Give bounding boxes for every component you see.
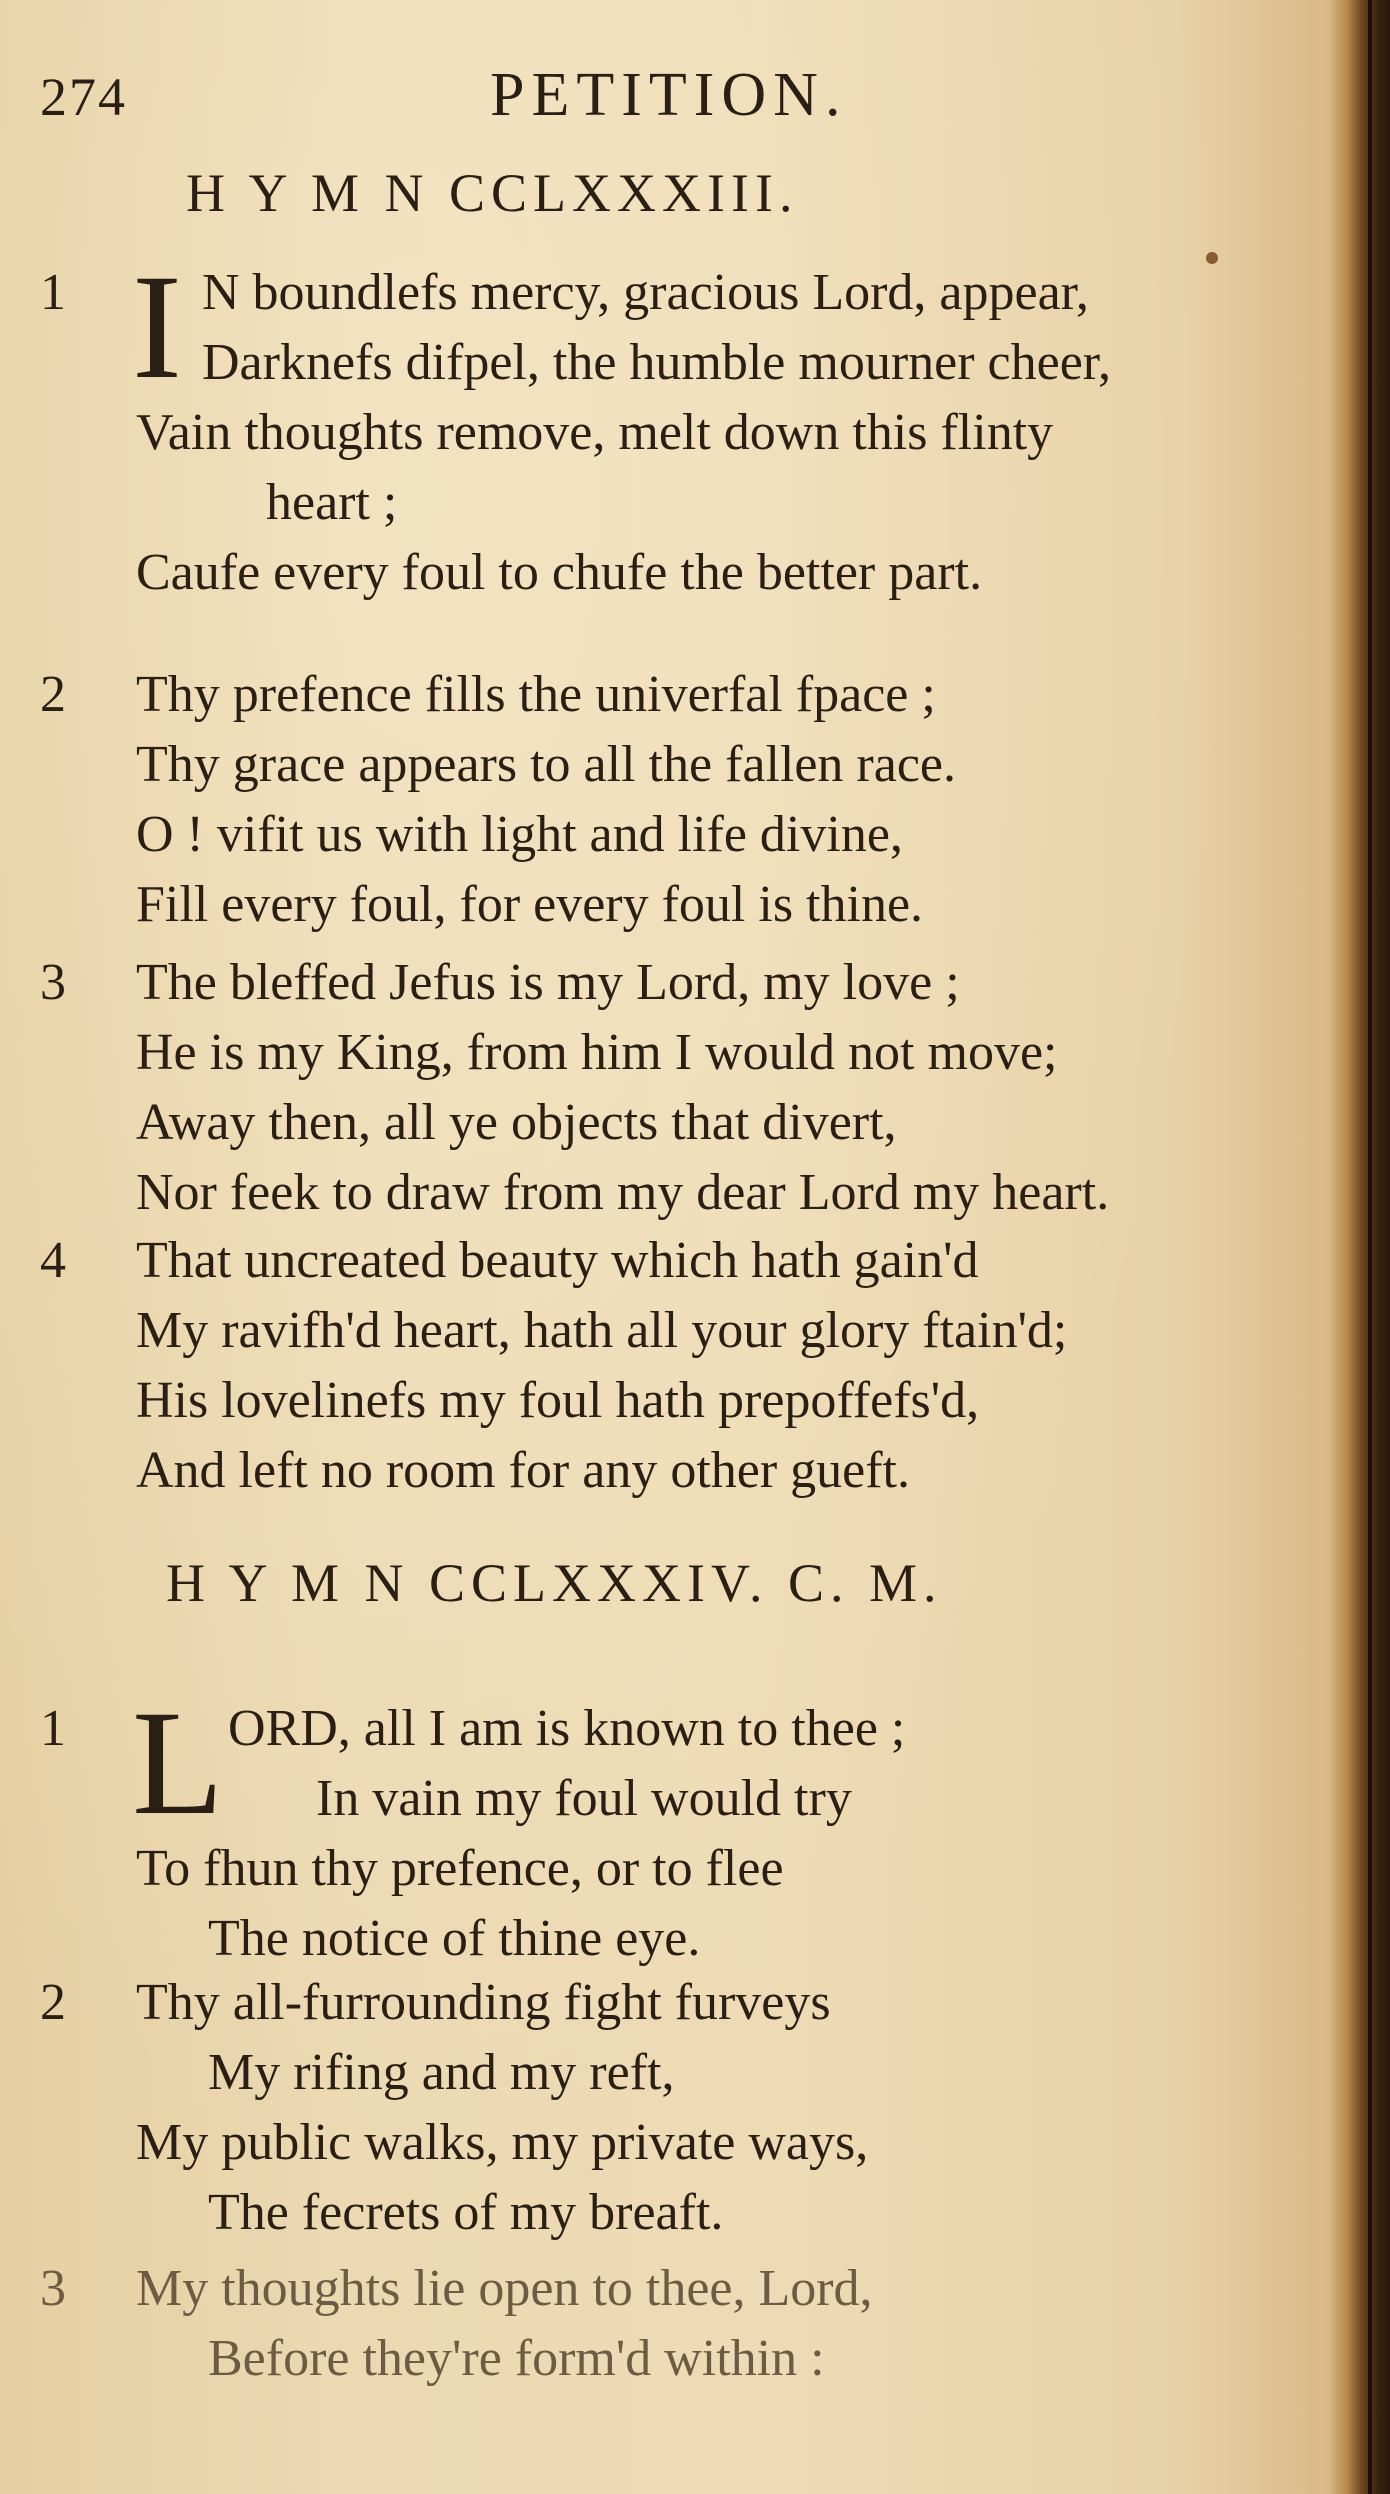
verse-line: O ! vifit us with light and life divine,	[136, 806, 903, 863]
verse-line: Caufe every foul to chufe the better part.	[136, 544, 983, 601]
verse-line: heart ;	[266, 474, 398, 531]
verse-line: My thoughts lie open to thee, Lord,	[136, 2260, 873, 2317]
binding-gutter	[1328, 0, 1390, 2494]
page-number: 274	[40, 67, 127, 127]
stanza-number: 3	[40, 2260, 66, 2317]
verse-line: Thy all-furrounding fight furveys	[136, 1974, 831, 2031]
hymn-title: H Y M N CCLXXXIII.	[186, 163, 799, 223]
drop-cap: L	[132, 1680, 224, 1846]
page-header	[40, 58, 1330, 148]
verse-line: To fhun thy prefence, or to flee	[136, 1840, 784, 1897]
verse-line: My public walks, my private ways,	[136, 2114, 869, 2171]
verse-line: In vain my foul would try	[316, 1770, 852, 1827]
verse-line: My ravifh'd heart, hath all your glory ftain'd;	[136, 1302, 1068, 1359]
verse-line: Nor feek to draw from my dear Lord my heart.	[136, 1164, 1110, 1221]
verse-line: The fecrets of my breaft.	[208, 2184, 724, 2241]
verse-line: Darknefs difpel, the humble mourner cheer,	[202, 334, 1112, 391]
verse-line: That uncreated beauty which hath gain'd	[136, 1232, 979, 1289]
verse-line: His lovelinefs my foul hath prepoffefs'd,	[136, 1372, 980, 1429]
verse-line: Fill every foul, for every foul is thine.	[136, 876, 924, 933]
hymn-title: H Y M N CCLXXXIV. C. M.	[166, 1553, 943, 1613]
verse-line: Before they're form'd within :	[208, 2330, 825, 2387]
binding-edge	[1368, 0, 1372, 2494]
stanza-number: 1	[40, 1700, 66, 1757]
drop-cap: I	[132, 244, 182, 410]
verse-line: The notice of thine eye.	[208, 1910, 701, 1967]
verse-line: Away then, all ye objects that divert,	[136, 1094, 897, 1151]
verse-line: Vain thoughts remove, melt down this flinty	[136, 404, 1054, 461]
verse-line: And left no room for any other gueft.	[136, 1442, 911, 1499]
verse-line: Thy grace appears to all the fallen race.	[136, 736, 956, 793]
verse-line: He is my King, from him I would not move;	[136, 1024, 1058, 1081]
verse-line: L ORD, all I am is known to thee ;	[132, 1680, 906, 1846]
stanza-number: 1	[40, 264, 66, 321]
stanza-number: 3	[40, 954, 66, 1011]
verse-line: I N boundlefs mercy, gracious Lord, appear,	[132, 244, 1089, 410]
stanza-number: 2	[40, 666, 66, 723]
verse-line: My rifing and my reft,	[208, 2044, 675, 2101]
verse-line: The bleffed Jefus is my Lord, my love ;	[136, 954, 960, 1011]
verse-line: Thy prefence fills the univerfal fpace ;	[136, 666, 936, 723]
stanza-number: 2	[40, 1974, 66, 2031]
running-head: PETITION.	[490, 61, 848, 129]
ink-speck	[1206, 252, 1218, 264]
stanza-number: 4	[40, 1232, 66, 1289]
